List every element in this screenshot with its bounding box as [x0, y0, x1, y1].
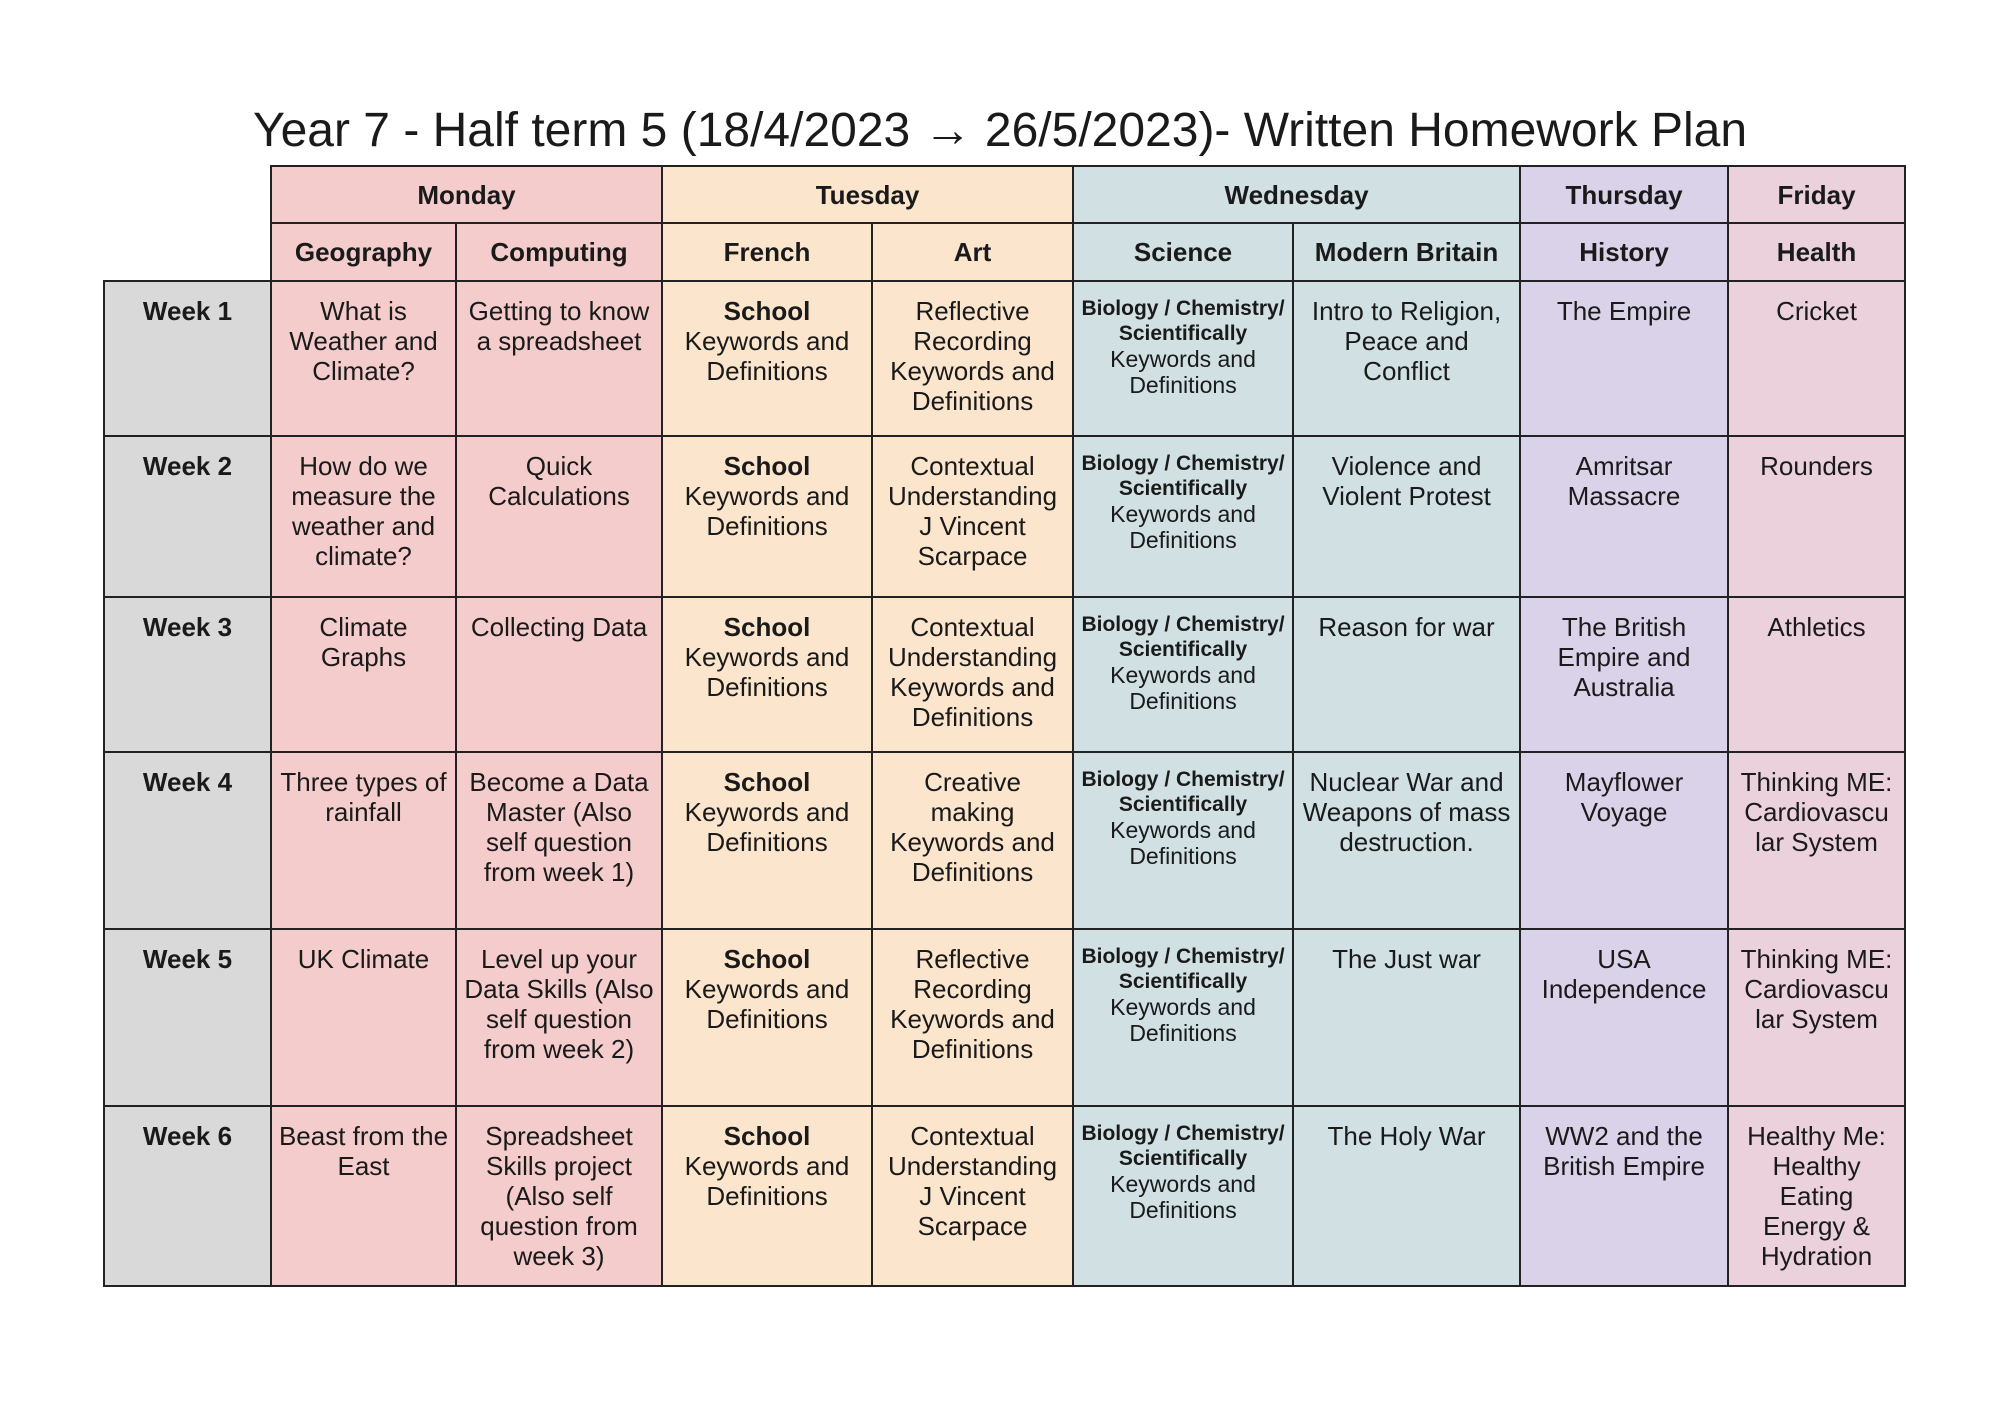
cell-health: Rounders: [1728, 436, 1905, 597]
cell-health: Thinking ME: Cardiovascu lar System: [1728, 752, 1905, 929]
corner-blank: [104, 223, 271, 281]
cell-science: [1073, 752, 1293, 929]
cell-modern-britain: Nuclear War and Weapons of mass destruction.: [1293, 752, 1520, 929]
cell-history: Mayflower Voyage: [1520, 752, 1728, 929]
science-task-label: Keywords and Definitions: [1110, 1171, 1256, 1223]
homework-plan-table: [103, 165, 1906, 1287]
cell-computing: Getting to know a spreadsheet: [456, 281, 662, 436]
cell-geography: UK Climate: [271, 929, 456, 1106]
subject-header-art: Art: [872, 223, 1073, 281]
subject-header-french: French: [662, 223, 872, 281]
french-strand-label: School: [723, 612, 811, 642]
table-row: [104, 597, 1905, 752]
science-task-label: Keywords and Definitions: [1110, 501, 1256, 553]
cell-geography: Three types of rainfall: [271, 752, 456, 929]
cell-science: [1073, 597, 1293, 752]
day-header-wednesday: Wednesday: [1073, 166, 1520, 223]
science-strand-label: Biology / Chemistry/ Scientifically: [1081, 1122, 1285, 1170]
week-rows: [104, 281, 1905, 1286]
french-task-label: Keywords and Definitions: [684, 1151, 850, 1211]
cell-history: The British Empire and Australia: [1520, 597, 1728, 752]
subject-header-computing: Computing: [456, 223, 662, 281]
french-strand-label: School: [723, 1121, 811, 1151]
french-strand-label: School: [723, 296, 811, 326]
science-task-label: Keywords and Definitions: [1110, 817, 1256, 869]
french-strand-label: School: [723, 944, 811, 974]
french-task-label: Keywords and Definitions: [684, 642, 850, 702]
table-row: [104, 1106, 1905, 1286]
table-row: [104, 929, 1905, 1106]
cell-art: Creative making Keywords and Definitions: [872, 752, 1073, 929]
table-row: [104, 436, 1905, 597]
cell-french: [662, 1106, 872, 1286]
science-strand-label: Biology / Chemistry/ Scientifically: [1081, 613, 1285, 661]
corner-blank: [104, 166, 271, 223]
page-title: Year 7 - Half term 5 (18/4/2023 → 26/5/2023)- Written Homework Plan: [252, 104, 1748, 157]
french-strand-label: School: [723, 451, 811, 481]
cell-science: [1073, 436, 1293, 597]
cell-modern-britain: Reason for war: [1293, 597, 1520, 752]
cell-health: Thinking ME: Cardiovascu lar System: [1728, 929, 1905, 1106]
cell-health: Cricket: [1728, 281, 1905, 436]
cell-science: [1073, 1106, 1293, 1286]
cell-computing: Collecting Data: [456, 597, 662, 752]
subject-header-science: Science: [1073, 223, 1293, 281]
cell-art: Contextual Understanding J Vincent Scarpace: [872, 436, 1073, 597]
cell-history: The Empire: [1520, 281, 1728, 436]
cell-french: [662, 752, 872, 929]
week-label: Week 1: [104, 281, 271, 436]
science-task-label: Keywords and Definitions: [1110, 994, 1256, 1046]
cell-geography: Beast from the East: [271, 1106, 456, 1286]
cell-history: USA Independence: [1520, 929, 1728, 1106]
day-header-tuesday: Tuesday: [662, 166, 1073, 223]
cell-french: [662, 436, 872, 597]
week-label: Week 2: [104, 436, 271, 597]
cell-modern-britain: Intro to Religion, Peace and Conflict: [1293, 281, 1520, 436]
cell-art: Contextual Understanding Keywords and Definitions: [872, 597, 1073, 752]
french-task-label: Keywords and Definitions: [684, 974, 850, 1034]
cell-art: Contextual Understanding J Vincent Scarpace: [872, 1106, 1073, 1286]
week-label: Week 6: [104, 1106, 271, 1286]
cell-history: WW2 and the British Empire: [1520, 1106, 1728, 1286]
french-task-label: Keywords and Definitions: [684, 481, 850, 541]
subject-header-history: History: [1520, 223, 1728, 281]
cell-modern-britain: The Holy War: [1293, 1106, 1520, 1286]
cell-art: Reflective Recording Keywords and Definitions: [872, 929, 1073, 1106]
cell-french: [662, 929, 872, 1106]
cell-computing: Level up your Data Skills (Also self question from week 2): [456, 929, 662, 1106]
day-header-monday: Monday: [271, 166, 662, 223]
science-strand-label: Biology / Chemistry/ Scientifically: [1081, 452, 1285, 500]
cell-geography: Climate Graphs: [271, 597, 456, 752]
french-task-label: Keywords and Definitions: [684, 797, 850, 857]
cell-history: Amritsar Massacre: [1520, 436, 1728, 597]
cell-science: [1073, 281, 1293, 436]
science-strand-label: Biology / Chemistry/ Scientifically: [1081, 297, 1285, 345]
science-strand-label: Biology / Chemistry/ Scientifically: [1081, 768, 1285, 816]
cell-computing: Quick Calculations: [456, 436, 662, 597]
french-strand-label: School: [723, 767, 811, 797]
cell-geography: What is Weather and Climate?: [271, 281, 456, 436]
subject-header-health: Health: [1728, 223, 1905, 281]
cell-health: Healthy Me: Healthy Eating Energy & Hydration: [1728, 1106, 1905, 1286]
subject-header-modern-britain: Modern Britain: [1293, 223, 1520, 281]
science-strand-label: Biology / Chemistry/ Scientifically: [1081, 945, 1285, 993]
cell-computing: Become a Data Master (Also self question from week 1): [456, 752, 662, 929]
subject-header-geography: Geography: [271, 223, 456, 281]
table-row: [104, 752, 1905, 929]
cell-modern-britain: Violence and Violent Protest: [1293, 436, 1520, 597]
day-header-row: [104, 166, 1905, 223]
cell-geography: How do we measure the weather and climate?: [271, 436, 456, 597]
week-label: Week 5: [104, 929, 271, 1106]
french-task-label: Keywords and Definitions: [684, 326, 850, 386]
cell-modern-britain: The Just war: [1293, 929, 1520, 1106]
cell-computing: Spreadsheet Skills project (Also self question from week 3): [456, 1106, 662, 1286]
cell-art: Reflective Recording Keywords and Definitions: [872, 281, 1073, 436]
week-label: Week 3: [104, 597, 271, 752]
science-task-label: Keywords and Definitions: [1110, 662, 1256, 714]
day-header-friday: Friday: [1728, 166, 1905, 223]
day-header-thursday: Thursday: [1520, 166, 1728, 223]
cell-french: [662, 597, 872, 752]
cell-french: [662, 281, 872, 436]
table-row: [104, 281, 1905, 436]
subject-header-row: [104, 223, 1905, 281]
cell-science: [1073, 929, 1293, 1106]
cell-health: Athletics: [1728, 597, 1905, 752]
science-task-label: Keywords and Definitions: [1110, 346, 1256, 398]
week-label: Week 4: [104, 752, 271, 929]
